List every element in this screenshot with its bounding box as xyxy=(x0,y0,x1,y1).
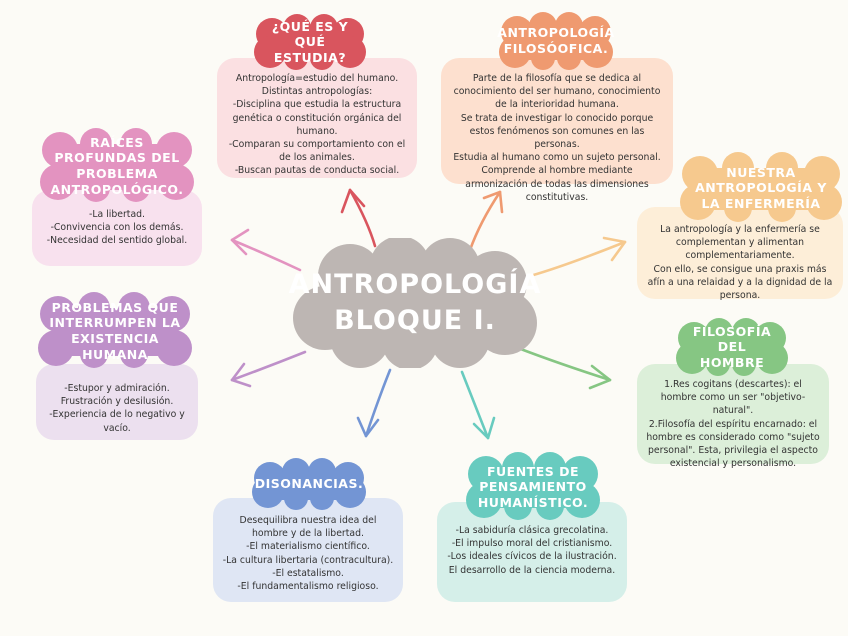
enfermeria-title-text: NUESTRA ANTROPOLOGÍA Y LA ENFERMERÍA xyxy=(695,164,827,211)
raices-title xyxy=(38,128,196,204)
filosofica-line: Comprende al hombre mediante armonización de todas las dimensiones constitutivas. xyxy=(465,165,649,203)
center-title-line2: BLOQUE I. xyxy=(334,305,496,336)
problemas-box xyxy=(36,364,198,440)
problemas-line: -Estupor y admiración. xyxy=(64,383,170,394)
fuentes-line: -El impulso moral del cristianismo. xyxy=(451,538,613,550)
que-es-title xyxy=(252,14,368,70)
fuentes-line: -Los ideales cívicos de la ilustración. xyxy=(447,551,617,563)
raices-line: -Convivencia con los demás. xyxy=(50,222,184,234)
filosofia-hombre-title xyxy=(674,318,790,376)
fuentes-title xyxy=(466,452,600,522)
que-es-line: Antropología=estudio del humano. xyxy=(235,73,399,84)
fuentes-title-text: FUENTES DE PENSAMIENTO HUMANÍSTICO. xyxy=(477,463,589,510)
filosofica-title xyxy=(497,12,615,70)
arrow-disonancias xyxy=(358,370,390,436)
disonancias-line: -El fundamentalismo religioso. xyxy=(237,581,379,593)
center-topic xyxy=(290,238,540,368)
problemas-title-text: PROBLEMAS QUE INTERRUMPEN LA EXISTENCIA HUMANA xyxy=(49,299,181,362)
filosofia-hombre-line: 2.Filosofía del espíritu encarnado: el hombre es considerado como "sujeto personal". Esta, privilegia el aspecto existencial y personalismo. xyxy=(646,418,820,470)
filosofica-box xyxy=(441,58,673,203)
raices-title-text: RAÍCES PROFUNDAS DEL PROBLEMA ANTROPOLÓGICO. xyxy=(50,134,184,197)
que-es-box xyxy=(217,58,417,178)
filosofica-line: Estudia al humano como un sujeto personal. xyxy=(453,152,661,164)
filosofica-line: Parte de la filosofía que se dedica al conocimiento del ser humano, conocimiento de la interioridad humana. xyxy=(453,73,661,111)
enfermeria-line: Con ello, se consigue una praxis más afín a una relaidad y a la dignidad de la persona. xyxy=(647,263,833,302)
enfermeria-line: La antropología y la enfermería se complementan y alimentan complementariamente. xyxy=(660,224,820,262)
disonancias-line: -El estatalismo. xyxy=(272,567,344,579)
problemas-title xyxy=(36,292,194,370)
raices-line: -Necesidad del sentido global. xyxy=(46,235,188,247)
fuentes-line: El desarrollo de la ciencia moderna. xyxy=(448,564,616,576)
disonancias-title-text: DISONANCIAS. xyxy=(254,476,364,492)
filosofica-line: Se trata de investigar lo conocido porque estos fenómenos son comunes en las personas. xyxy=(460,112,654,151)
disonancias-line: Desequilibra nuestra idea del hombre y de la libertad. xyxy=(239,515,377,540)
que-es-line: Distintas antropologías: xyxy=(261,86,373,98)
disonancias-line: -La cultura libertaria (contracultura). xyxy=(222,554,394,566)
fuentes-line: -La sabiduría clásica grecolatina. xyxy=(455,525,609,536)
filosofia-hombre-title-text: FILOSOFÍA DEL HOMBRE xyxy=(692,323,772,370)
raices-line: -La libertad. xyxy=(89,209,145,220)
disonancias-box xyxy=(213,498,403,602)
center-title-line1: ANTROPOLOGÍA xyxy=(288,269,542,300)
que-es-line: -Disciplina que estudia la estructura genética o constitución orgánica del humano. xyxy=(232,99,402,137)
problemas-line: Frustración y desilusión. xyxy=(60,396,174,408)
problemas-line: -Experiencia de lo negativo y vacío. xyxy=(49,409,185,434)
disonancias-line: -El materialismo científico. xyxy=(246,541,370,553)
arrow-fuentes xyxy=(462,372,494,438)
enfermeria-title xyxy=(678,152,844,224)
arrow-enfermeria xyxy=(530,238,625,276)
filosofia-hombre-line: 1.Res cogitans (descartes): el hombre como un ser "objetivo-natural". xyxy=(660,379,806,417)
que-es-line: -Buscan pautas de conducta social. xyxy=(234,165,400,177)
filosofia-hombre-box xyxy=(637,364,829,470)
que-es-line: -Comparan su comportamiento con el de los animales. xyxy=(228,139,406,164)
que-es-title-text: ¿QUÉ ES Y QUÉ ESTUDIA? xyxy=(271,18,349,65)
filosofica-title-text: ANTROPOLOGÍA FILOSÓOFICA. xyxy=(497,25,615,56)
disonancias-title xyxy=(250,458,368,510)
